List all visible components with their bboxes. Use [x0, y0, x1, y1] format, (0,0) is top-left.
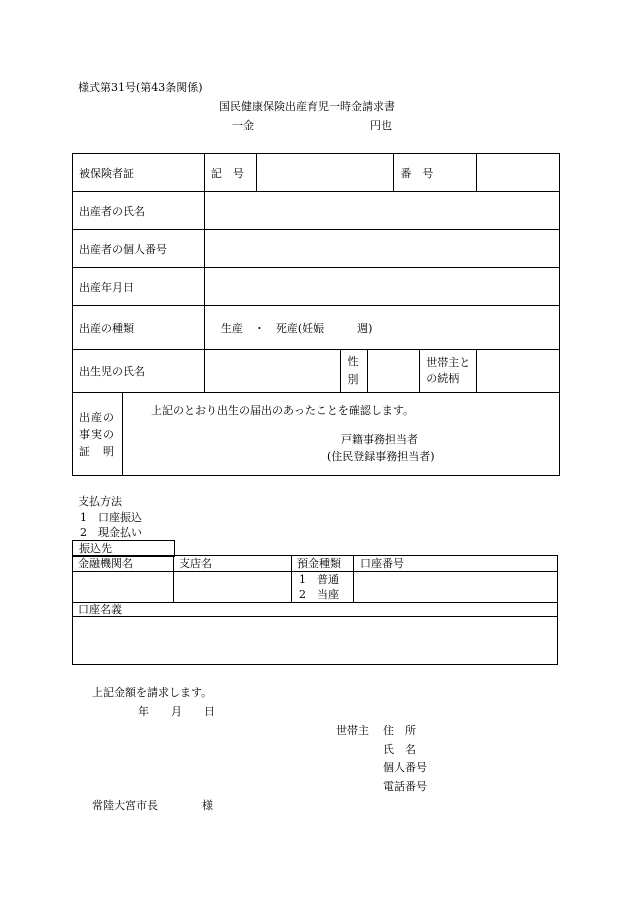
personal-number-label: 個人番号	[383, 761, 427, 774]
request-statement: 上記金額を請求します。	[92, 686, 213, 699]
sex-label: 性 別	[341, 350, 368, 393]
form-number: 様式第31号(第43条関係)	[78, 81, 203, 94]
householder-label: 世帯主	[336, 724, 369, 737]
birth-date-row	[73, 268, 560, 306]
mother-name-row	[73, 192, 560, 230]
child-name-label: 出生児の氏名	[73, 350, 205, 393]
birth-type-label: 出産の種類	[73, 306, 205, 350]
form-title: 国民健康保険出産育児一時金請求書	[219, 100, 395, 113]
insurance-card-label: 被保険者証	[73, 154, 205, 192]
account-number-label: 口座番号	[360, 557, 404, 570]
account-number-field[interactable]	[354, 572, 556, 601]
account-holder-label: 口座名義	[78, 603, 122, 616]
proof-text: 上記のとおり出生の届出のあったことを確認します。	[150, 404, 414, 417]
payment-heading: 支払方法	[78, 495, 122, 508]
bank-name-field[interactable]	[73, 572, 172, 601]
number-field[interactable]	[477, 154, 560, 192]
child-name-field[interactable]	[204, 350, 341, 393]
mother-id-field[interactable]	[204, 230, 559, 268]
deposit-option-current[interactable]: 2 当座	[299, 588, 339, 601]
resident-registrar-label: (住民登録事務担当者)	[326, 450, 435, 463]
proof-area	[122, 393, 559, 476]
symbol-label: 記 号	[204, 154, 256, 192]
deposit-type-label: 預金種類	[297, 557, 341, 570]
account-holder-field[interactable]	[73, 617, 556, 662]
mother-id-label: 出産者の個人番号	[73, 230, 205, 268]
mother-name-field[interactable]	[204, 192, 559, 230]
bank-name-label: 金融機関名	[78, 557, 133, 570]
payment-option-transfer[interactable]: 1 口座振込	[80, 511, 142, 524]
main-info-table	[72, 153, 560, 476]
branch-name-label: 支店名	[179, 557, 212, 570]
name-label: 氏 名	[383, 743, 416, 756]
proof-label: 出産の 事実の 証 明	[73, 393, 123, 476]
birth-date-field[interactable]	[204, 268, 559, 306]
proof-row	[73, 393, 560, 476]
bank-row-divider	[72, 602, 557, 603]
address-label: 住 所	[383, 724, 416, 737]
birth-type-options[interactable]: 生産 ・ 死産(妊娠 週)	[204, 306, 559, 350]
sex-field[interactable]	[368, 350, 420, 393]
birth-date-label: 出産年月日	[73, 268, 205, 306]
branch-col-divider	[291, 555, 292, 602]
amount-suffix: 円也	[370, 119, 392, 132]
payment-option-cash[interactable]: 2 現金払い	[80, 526, 142, 539]
mother-id-row	[73, 230, 560, 268]
relation-label: 世帯主と の続柄	[420, 350, 477, 393]
birth-type-row	[73, 306, 560, 350]
symbol-field[interactable]	[256, 154, 394, 192]
phone-label: 電話番号	[383, 780, 427, 793]
mother-name-label: 出産者の氏名	[73, 192, 205, 230]
insurance-card-row	[73, 154, 560, 192]
date-line[interactable]: 年 月 日	[138, 705, 215, 718]
registrar-label: 戸籍事務担当者	[340, 433, 418, 446]
branch-name-field[interactable]	[174, 572, 290, 601]
amount-prefix: 一金	[232, 119, 254, 132]
deposit-option-ordinary[interactable]: 1 普通	[299, 573, 339, 586]
addressee: 常陸大宮市長 様	[92, 799, 213, 812]
transfer-to-label: 振込先	[79, 542, 112, 555]
child-name-row	[73, 350, 560, 393]
number-label: 番 号	[394, 154, 477, 192]
relation-field[interactable]	[477, 350, 560, 393]
